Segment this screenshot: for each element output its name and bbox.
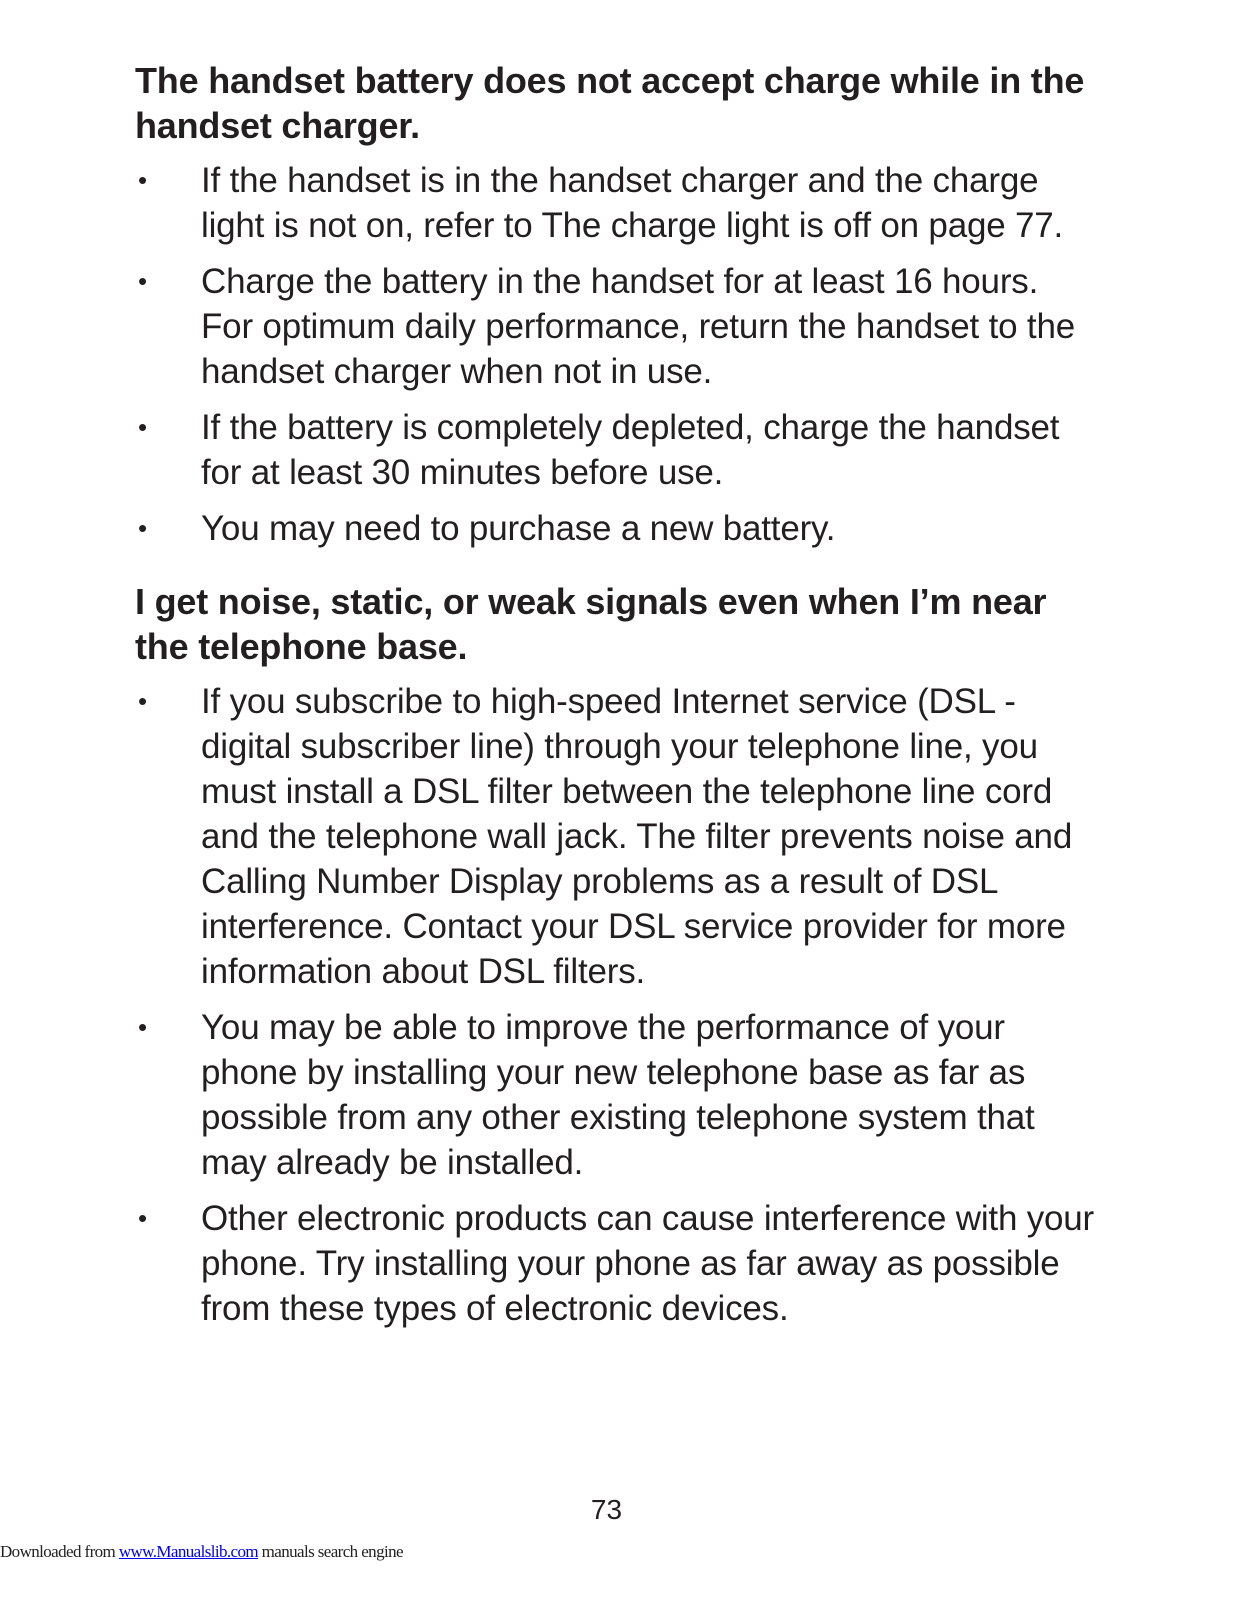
list-item [135, 679, 1095, 994]
list-item-text: If the handset is in the handset charger and the charge light is not on, refer to The charge light is off on page 77. [201, 161, 1064, 245]
list-item-text: If the battery is completely depleted, charge the handset for at least 30 minutes before use. [201, 408, 1060, 492]
section-noise-static [135, 579, 1095, 1331]
list-item [135, 405, 1095, 495]
bullet-icon: • [138, 513, 147, 543]
section-heading: The handset battery does not accept charge while in the handset charger. [135, 60, 1085, 146]
bullet-icon: • [138, 1203, 147, 1233]
page-content [135, 58, 1095, 1359]
bullet-icon: • [138, 412, 147, 442]
list-item [135, 1196, 1095, 1331]
section-heading: I get noise, static, or weak signals even when I’m near the telephone base. [135, 581, 1047, 667]
list-item [135, 158, 1095, 248]
bullet-icon: • [138, 1012, 147, 1042]
list-item [135, 1005, 1095, 1185]
list-item-text: You may be able to improve the performance of your phone by installing your new telephone base as far as possible from any other existing telephone system that may already be installed. [201, 1008, 1035, 1182]
bullet-icon: • [138, 165, 147, 195]
list-item [135, 506, 1095, 551]
page-number: 73 [590, 1494, 623, 1525]
footer-suffix: manuals search engine [258, 1542, 403, 1561]
list-item-text: Charge the battery in the handset for at least 16 hours. For optimum daily performance, return the handset to the handset charger when not in use. [201, 262, 1075, 391]
bullet-icon: • [138, 266, 147, 296]
list-item-text: If you subscribe to high-speed Internet service (DSL - digital subscriber line) through your telephone line, you must install a DSL filter between the telephone line cord and the telephone wall jack. The filter prevents noise and Calling Number Display problems as a result of DSL interference. Contact your DSL service provider for more information about DSL filters. [201, 682, 1073, 991]
bullet-list [135, 158, 1095, 551]
list-item-text: You may need to purchase a new battery. [201, 509, 836, 548]
bullet-icon: • [138, 686, 147, 716]
manualslib-link[interactable]: www.Manualslib.com [118, 1542, 259, 1561]
list-item-text: Other electronic products can cause interference with your phone. Try installing your phone as far away as possible from these types of electronic devices. [201, 1199, 1095, 1328]
bullet-list [135, 679, 1095, 1331]
section-battery-charge [135, 58, 1095, 551]
download-footer [0, 1541, 403, 1563]
list-item [135, 259, 1095, 394]
footer-prefix: Downloaded from [0, 1542, 119, 1561]
